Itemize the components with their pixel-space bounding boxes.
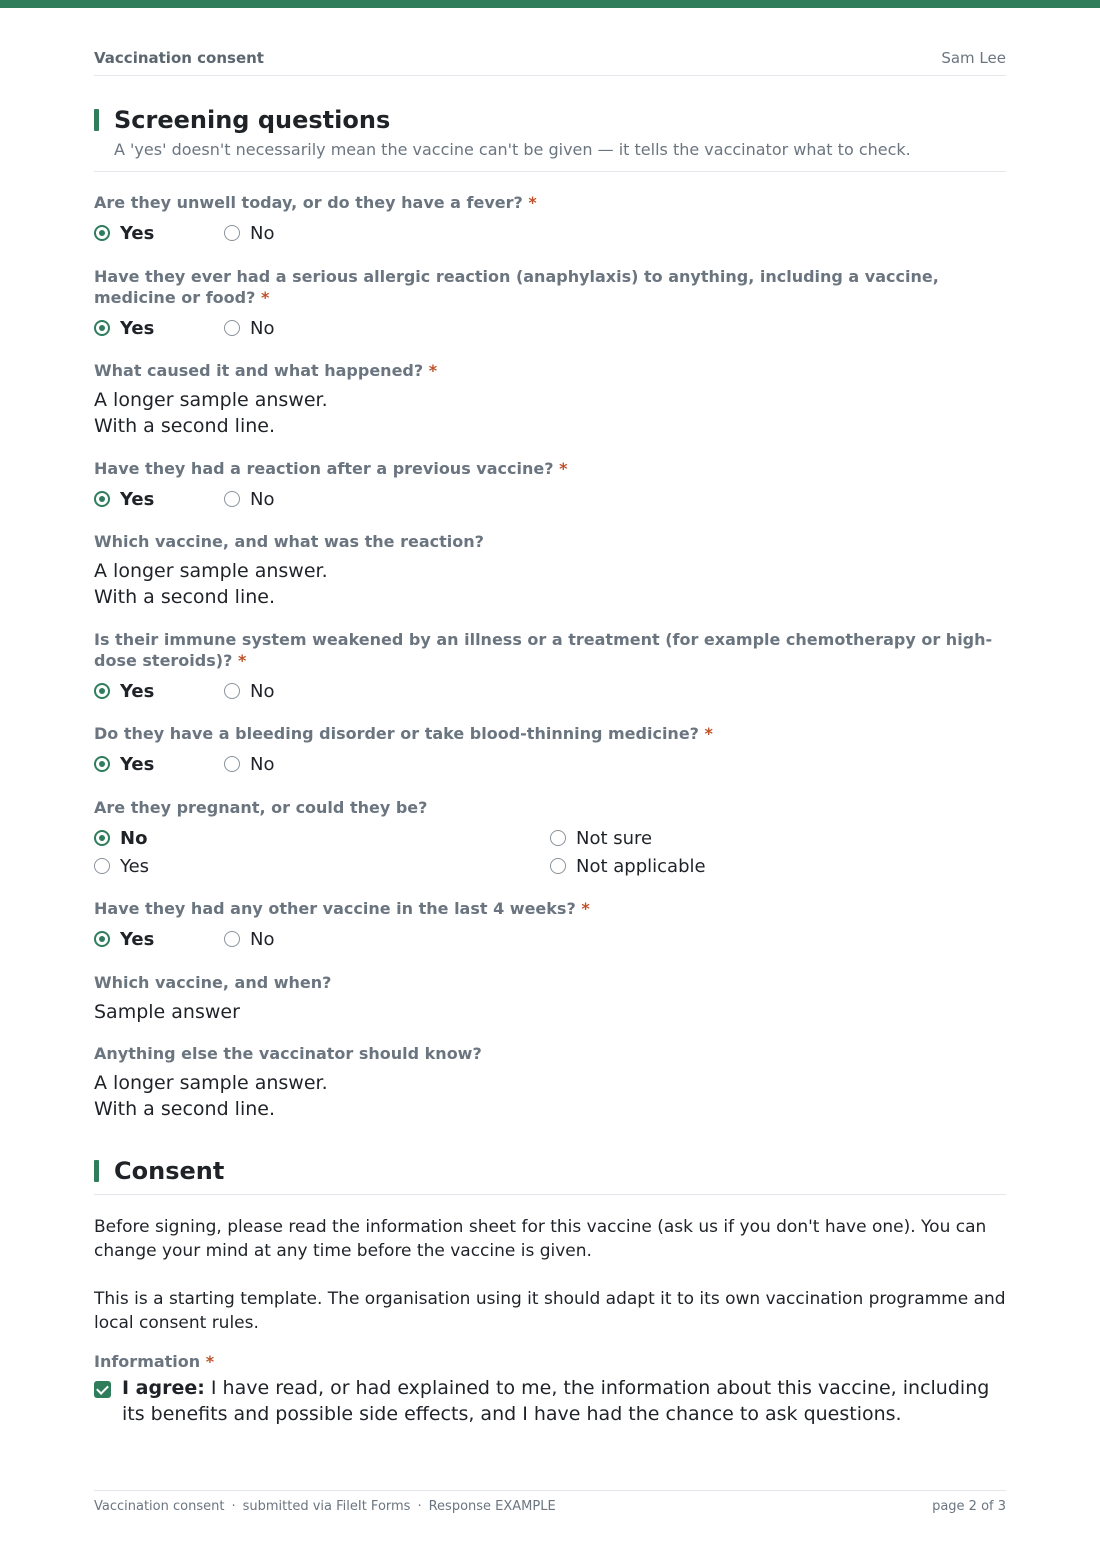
radio-option-no[interactable]: No xyxy=(224,750,274,778)
text-answer: Sample answer xyxy=(94,1001,240,1023)
radio-group xyxy=(94,750,1006,778)
question-other-vaccine xyxy=(94,898,1006,953)
radio-group xyxy=(94,219,1006,247)
radio-selected-icon xyxy=(94,320,110,336)
radio-option-no[interactable]: No xyxy=(94,824,147,852)
top-accent-bar xyxy=(0,0,1100,8)
radio-selected-icon xyxy=(94,683,110,699)
question-label: Are they unwell today, or do they have a fever? * xyxy=(94,193,537,212)
section-divider xyxy=(94,171,1006,172)
radio-option-yes[interactable]: Yes xyxy=(94,750,154,778)
section-divider xyxy=(94,1194,1006,1195)
radio-option-yes[interactable]: Yes xyxy=(94,925,154,953)
radio-group xyxy=(94,925,1006,953)
question-label: Anything else the vaccinator should know? xyxy=(94,1044,482,1063)
radio-option-no[interactable]: No xyxy=(224,677,274,705)
section-accent-bar xyxy=(94,109,99,131)
question-which-vaccine-when xyxy=(94,972,1006,1025)
text-answer: A longer sample answer. With a second line. xyxy=(94,1072,328,1120)
question-immune-system xyxy=(94,629,1006,705)
radio-option-yes[interactable]: Yes xyxy=(94,219,154,247)
required-marker: * xyxy=(428,361,438,380)
question-label: Which vaccine, and when? xyxy=(94,973,332,992)
radio-empty-icon xyxy=(224,320,240,336)
required-marker: * xyxy=(528,193,537,212)
radio-group xyxy=(94,485,1006,513)
page-number: page 2 of 3 xyxy=(932,1499,1006,1514)
required-marker: * xyxy=(205,1352,215,1371)
radio-empty-icon xyxy=(224,931,240,947)
question-label: Have they had any other vaccine in the last 4 weeks? * xyxy=(94,899,590,918)
question-unwell xyxy=(94,192,1006,247)
question-label: Have they ever had a serious allergic reaction (anaphylaxis) to anything, including a vaccine, medicine or food? * xyxy=(94,267,939,307)
consent-section-header xyxy=(94,1157,1006,1185)
radio-group xyxy=(94,824,1006,880)
radio-option-no[interactable]: No xyxy=(224,485,274,513)
required-marker: * xyxy=(559,459,568,478)
radio-empty-icon xyxy=(224,491,240,507)
radio-group xyxy=(94,314,1006,342)
question-label: Is their immune system weakened by an illness or a treatment (for example chemotherapy or high-dose steroids)? * xyxy=(94,630,993,670)
screening-section-header xyxy=(94,106,1006,160)
agree-statement: I agree: I have read, or had explained to me, the information about this vaccine, including its benefits and possible side effects, and I have had the chance to ask questions. xyxy=(122,1377,990,1425)
section-subtitle: A 'yes' doesn't necessarily mean the vaccine can't be given — it tells the vaccinator what to check. xyxy=(114,140,911,159)
radio-option-not-applicable[interactable]: Not applicable xyxy=(550,852,706,880)
radio-option-no[interactable]: No xyxy=(224,925,274,953)
text-answer: A longer sample answer. With a second line. xyxy=(94,560,328,608)
radio-empty-icon xyxy=(224,756,240,772)
question-reaction-details xyxy=(94,531,1006,610)
question-allergy-details xyxy=(94,360,1006,439)
radio-option-yes[interactable]: Yes xyxy=(94,314,154,342)
required-marker: * xyxy=(581,899,590,918)
respondent-name: Sam Lee xyxy=(941,49,1006,67)
radio-empty-icon xyxy=(94,858,110,874)
question-label: Information * xyxy=(94,1352,215,1371)
radio-selected-icon xyxy=(94,830,110,846)
radio-option-yes[interactable]: Yes xyxy=(94,677,154,705)
checkbox-checked-icon[interactable] xyxy=(94,1381,111,1398)
radio-empty-icon xyxy=(224,225,240,241)
radio-selected-icon xyxy=(94,756,110,772)
section-title: Consent xyxy=(114,1157,225,1185)
question-label: Do they have a bleeding disorder or take blood-thinning medicine? * xyxy=(94,724,713,743)
required-marker: * xyxy=(237,651,247,670)
radio-empty-icon xyxy=(550,858,566,874)
question-bleeding-disorder xyxy=(94,723,1006,778)
radio-option-no[interactable]: No xyxy=(224,314,274,342)
required-marker: * xyxy=(704,724,713,743)
document-title: Vaccination consent xyxy=(94,49,264,67)
question-label: Are they pregnant, or could they be? xyxy=(94,798,428,817)
question-label: Have they had a reaction after a previous vaccine? * xyxy=(94,459,568,478)
radio-empty-icon xyxy=(550,830,566,846)
question-pregnant xyxy=(94,797,1006,880)
footer-info: Vaccination consent · submitted via FileIt Forms · Response EXAMPLE xyxy=(94,1499,556,1514)
radio-option-no[interactable]: No xyxy=(224,219,274,247)
text-answer: A longer sample answer. With a second line. xyxy=(94,389,328,437)
radio-empty-icon xyxy=(224,683,240,699)
question-allergy xyxy=(94,266,1006,342)
agree-checkbox-row[interactable] xyxy=(94,1375,1006,1427)
question-information xyxy=(94,1351,1006,1372)
consent-paragraph: Before signing, please read the information sheet for this vaccine (ask us if you don't have one). You can change your mind at any time before the vaccine is given. xyxy=(94,1217,987,1261)
document-header xyxy=(94,48,1006,76)
question-label: Which vaccine, and what was the reaction? xyxy=(94,532,484,551)
radio-option-yes[interactable]: Yes xyxy=(94,485,154,513)
radio-selected-icon xyxy=(94,931,110,947)
radio-option-not-sure[interactable]: Not sure xyxy=(550,824,652,852)
radio-selected-icon xyxy=(94,225,110,241)
radio-selected-icon xyxy=(94,491,110,507)
page-footer xyxy=(94,1490,1006,1520)
template-note-paragraph: This is a starting template. The organisation using it should adapt it to its own vaccination programme and local consent rules. xyxy=(94,1289,1006,1333)
section-title: Screening questions xyxy=(114,106,391,134)
question-previous-reaction xyxy=(94,458,1006,513)
section-accent-bar xyxy=(94,1160,99,1182)
required-marker: * xyxy=(260,288,270,307)
question-label: What caused it and what happened? * xyxy=(94,361,438,380)
radio-option-yes[interactable]: Yes xyxy=(94,852,149,880)
question-anything-else xyxy=(94,1043,1006,1122)
radio-group xyxy=(94,677,1006,705)
